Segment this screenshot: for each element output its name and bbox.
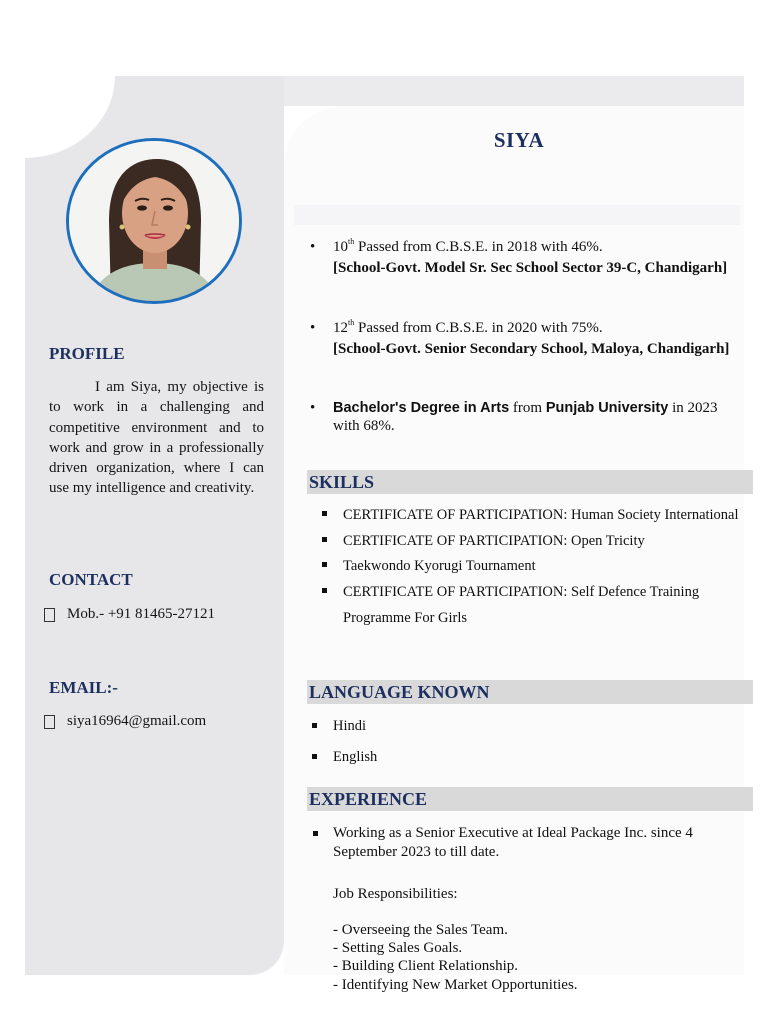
degree-university: Punjab University [545,400,669,416]
education-grade-suffix: th [348,318,355,327]
skill-item: CERTIFICATE OF PARTICIPATION: Human Society International [320,503,745,529]
profile-photo-illustration [69,141,239,301]
contact-heading: CONTACT [49,570,133,589]
education-grade: 10 [333,239,348,255]
skills-list [320,503,745,632]
education-item [310,237,740,278]
education-text: Passed from C.B.S.E. in 2018 with 46%. [354,239,603,255]
language-item: English [310,747,735,767]
experience-heading: EXPERIENCE [307,787,753,811]
degree-from: from [509,400,546,416]
responsibility-item: - Setting Sales Goals. [333,940,463,956]
bullet-icon: • [310,400,316,416]
square-bullet-icon [313,831,318,836]
language-item: Hindi [310,716,735,736]
candidate-name: SIYA [493,128,545,152]
responsibility-item: - Overseeing the Sales Team. [333,922,508,938]
responsibility-item: - Building Client Relationship. [333,958,518,974]
phone-icon [44,608,55,622]
email-row [44,713,206,730]
education-grade: 12 [333,320,348,336]
languages-list [310,716,735,777]
education-school: [School-Govt. Senior Secondary School, Maloya, Chandigarh] [333,340,730,357]
education-text: Passed from C.B.S.E. in 2020 with 75%. [354,320,603,336]
experience-item [310,824,740,861]
education-school: [School-Govt. Model Sr. Sec School Sector 39-C, Chandigarh] [333,259,728,276]
skill-item: CERTIFICATE OF PARTICIPATION: Open Tricity [320,529,745,555]
skill-item: CERTIFICATE OF PARTICIPATION: Self Defence Training Programme For Girls [320,580,745,631]
email-heading: EMAIL:- [49,678,118,697]
email-icon [44,715,55,729]
degree-name: Bachelor's Degree in Arts [333,400,510,416]
skills-heading: SKILLS [307,470,753,494]
bullet-icon: • [310,320,316,336]
profile-photo [66,138,242,304]
degree-item [310,400,740,435]
responsibilities-heading: Job Responsibilities: [333,886,458,902]
skill-item: Taekwondo Kyorugi Tournament [320,554,745,580]
email-address[interactable]: siya16964@gmail.com [67,713,207,729]
education-grade-suffix: th [348,237,355,246]
profile-summary: I am Siya, my objective is to work in a challenging and competitive environment and to work and grow in a professionally driven organization, where I can use my intelligence and creativity. [49,379,264,497]
education-item [310,318,740,359]
phone-row [44,606,215,623]
education-header-band [294,205,740,225]
experience-summary: Working as a Senior Executive at Ideal Package Inc. since 4 September 2023 to till date. [333,825,693,860]
bullet-icon: • [310,239,316,255]
degree-details: in 2023 with 68%. [333,400,718,434]
profile-heading: PROFILE [49,344,125,363]
phone-number: Mob.- +91 81465-27121 [67,606,216,622]
responsibility-item: - Identifying New Market Opportunities. [333,977,578,993]
languages-heading: LANGUAGE KNOWN [307,680,753,704]
